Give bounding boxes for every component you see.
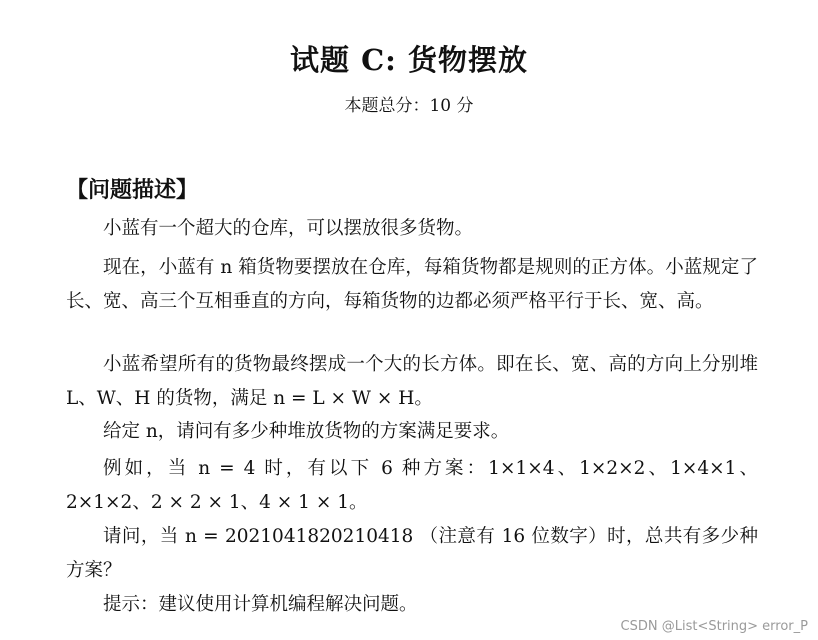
paragraph-goal: 小蓝希望所有的货物最终摆成一个大的长方体。即在长、宽、高的方向上分别堆 L、W、H 的货物，满足 n = L × W × H。 [66, 354, 758, 409]
csdn-watermark: CSDN @List<String> error_P [620, 619, 808, 634]
section-heading: 【问题描述】 [66, 177, 199, 203]
problem-title: 试题 C: 货物摆放 [290, 43, 528, 77]
paragraph-task: 请问，当 n = 2021041820210418 （注意有 16 位数字）时，总共有多少种方案？ [66, 526, 758, 581]
paragraph-hint: 提示：建议使用计算机编程解决问题。 [103, 594, 418, 615]
paragraph-question: 给定 n，请问有多少种堆放货物的方案满足要求。 [103, 421, 510, 442]
paragraph-intro: 小蓝有一个超大的仓库，可以摆放很多货物。 [103, 218, 474, 239]
score-line: 本题总分：10 分 [344, 96, 474, 116]
paragraph-example: 例如，当 n = 4 时，有以下 6 种方案：1×1×4、1×2×2、1×4×1、2×1×2、2 × 2 × 1、4 × 1 × 1。 [66, 458, 758, 513]
paragraph-setup: 现在，小蓝有 n 箱货物要摆放在仓库，每箱货物都是规则的正方体。小蓝规定了长、宽、高三个互相垂直的方向，每箱货物的边都必须严格平行于长、宽、高。 [66, 257, 758, 312]
